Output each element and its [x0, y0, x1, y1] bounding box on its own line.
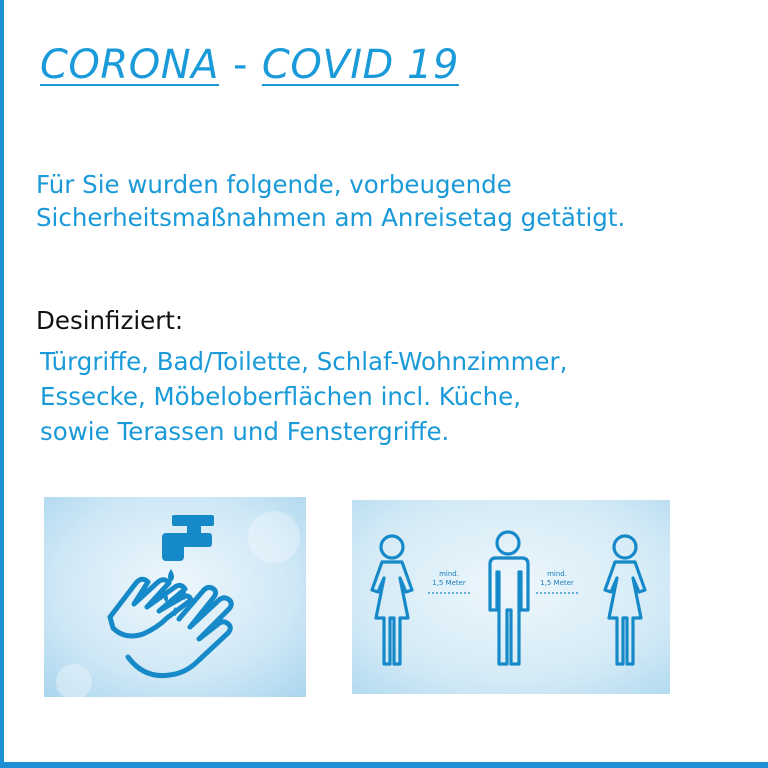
title-separator: - [232, 42, 248, 88]
distance-label: mind. [439, 570, 459, 578]
social-distance-people-icon [352, 500, 670, 694]
intro-line: Sicherheitsmaßnahmen am Anreisetag getätigt. [36, 203, 626, 232]
hand-washing-image [44, 497, 306, 697]
intro-line: Für Sie wurden folgende, vorbeugende [36, 170, 512, 199]
disinfected-line: sowie Terassen und Fenstergriffe. [40, 417, 450, 446]
page-title [40, 42, 459, 88]
disinfected-heading: Desinfiziert: [36, 306, 184, 335]
distance-label: mind. [547, 570, 567, 578]
title-corona: CORONA [40, 42, 219, 88]
distance-label: 1,5 Meter [432, 579, 466, 587]
hand-washing-faucet-icon [44, 497, 306, 697]
disinfected-list [40, 344, 567, 449]
title-covid: COVID 19 [261, 42, 459, 88]
intro-text [36, 168, 625, 234]
distance-label: 1,5 Meter [540, 579, 574, 587]
disinfected-line: Essecke, Möbeloberflächen incl. Küche, [40, 382, 522, 411]
social-distance-image [352, 500, 670, 694]
disinfected-line: Türgriffe, Bad/Toilette, Schlaf-Wohnzimmer, [40, 347, 568, 376]
